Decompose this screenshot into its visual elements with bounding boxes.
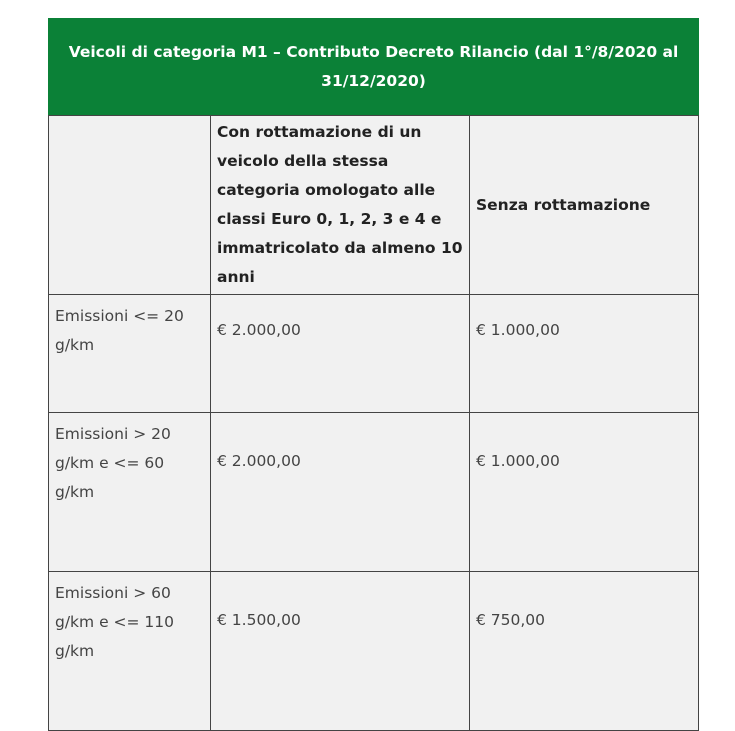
table-title: Veicoli di categoria M1 – Contributo Decreto Rilancio (dal 1°/8/2020 al 31/12/2020) — [49, 19, 699, 116]
table-header-row — [49, 116, 699, 295]
row-label: Emissioni > 20 g/km e <= 60 g/km — [49, 413, 211, 572]
value-without-scrap: € 1.000,00 — [470, 413, 699, 572]
table-row — [49, 295, 699, 413]
value-with-scrap: € 1.500,00 — [211, 572, 470, 731]
header-without-scrap: Senza rottamazione — [470, 116, 699, 295]
incentive-table-container — [48, 18, 698, 731]
value-without-scrap: € 750,00 — [470, 572, 699, 731]
table-title-row — [49, 19, 699, 116]
value-without-scrap: € 1.000,00 — [470, 295, 699, 413]
table-row — [49, 572, 699, 731]
value-with-scrap: € 2.000,00 — [211, 295, 470, 413]
table-row — [49, 413, 699, 572]
header-empty-cell — [49, 116, 211, 295]
incentive-table — [48, 18, 699, 731]
value-with-scrap: € 2.000,00 — [211, 413, 470, 572]
header-with-scrap: Con rottamazione di un veicolo della stessa categoria omologato alle classi Euro 0, 1, 2, 3 e 4 e immatricolato da almeno 10 anni — [211, 116, 470, 295]
row-label: Emissioni > 60 g/km e <= 110 g/km — [49, 572, 211, 731]
row-label: Emissioni <= 20 g/km — [49, 295, 211, 413]
